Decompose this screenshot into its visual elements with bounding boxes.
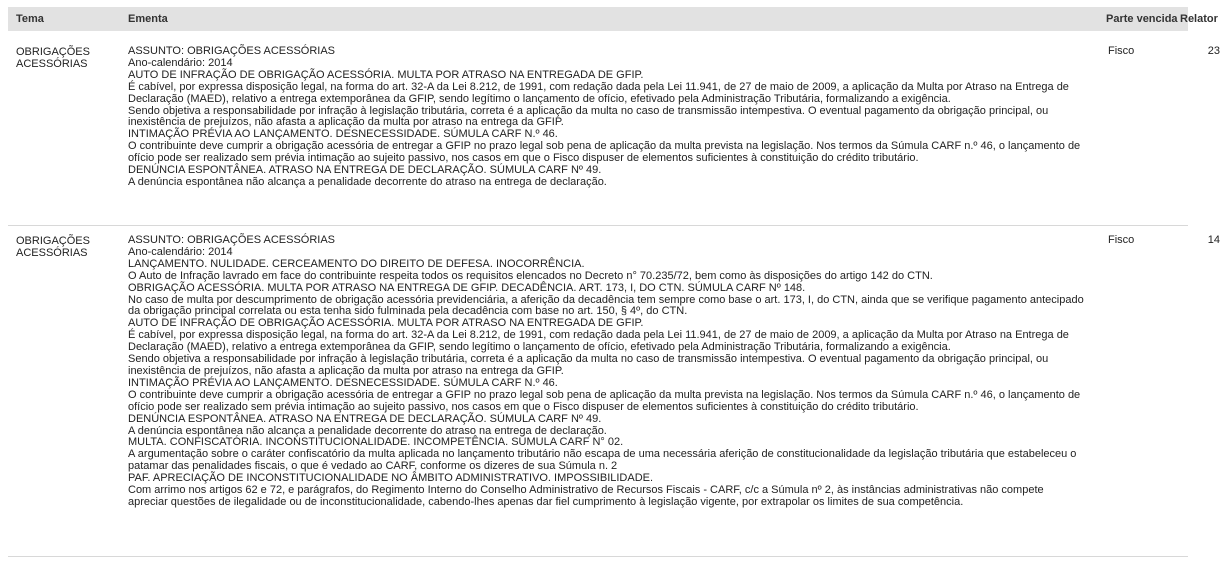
cell-tema: OBRIGAÇÕES ACESSÓRIAS — [16, 46, 90, 70]
ementa-line: ASSUNTO: OBRIGAÇÕES ACESSÓRIAS — [128, 45, 336, 57]
ementa-line: O Auto de Infração lavrado em face do contribuinte respeita todos os requisitos elencados no Decreto n° 70.235/72, bem como às disposições do artigo 142 do CTN. — [128, 269, 933, 282]
table-row[interactable] — [8, 226, 1220, 557]
ementa-line: A argumentação sobre o caráter confiscatório da multa aplicada no lançamento tributário não escapa de uma necessária aferição de constitucionalidade da legislação tributária que estabeleceu o patamar das penalidades fiscais, o que é vedado ao CARF, conforme os dizeres de sua Súmula n. 2 — [128, 448, 1077, 473]
ementa-line: Sendo objetiva a responsabilidade por infração à legislação tributária, correta é a aplicação da multa no caso de transmissão intempestiva. O eventual pagamento da obrigação principal, ou inexistência de prejuízos, não afasta a aplicação da multa por atraso na entrega da GFIP. — [128, 104, 1049, 129]
column-header-parte-vencida[interactable]: Parte vencida — [1106, 13, 1178, 25]
ementa-line: Sendo objetiva a responsabilidade por infração à legislação tributária, correta é a aplicação da multa no caso de transmissão intempestiva. O eventual pagamento da obrigação principal, ou inexistência de prejuízos, não afasta a aplicação da multa por atraso na entrega da GFIP. — [128, 353, 1049, 377]
ementa-line: No caso de multa por descumprimento de obrigação acessória previdenciária, a aferição da decadência tem sempre como base o art. 173, I, do CTN, ainda que se verifique pagamento antecipado da obrigação principal correlata ou esta tenha sido fulminada pela decadência com base no art. 150, § 4º, do CTN. — [128, 293, 1084, 318]
column-header-relator[interactable]: Relator — [1180, 13, 1218, 25]
ementa-line: Ano-calendário: 2014 — [128, 245, 233, 258]
ementa-line: Com arrimo nos artigos 62 e 72, e parágrafos, do Regimento Interno do Conselho Administrativo de Recursos Fiscais - CARF, c/c a Súmula nº 2, às instâncias administrativas não compete apreciar questões de ilegalidade ou de inconstitucionalidade, cabendo-lhes apenas dar fiel cumprimento à legislação vigente, por extrapolar os limites de sua competência. — [128, 484, 1044, 508]
ementa-line: OBRIGAÇÃO ACESSÓRIA. MULTA POR ATRASO NA ENTREGA DE GFIP. DECADÊNCIA. ART. 173, I, DO CTN. SÚMULA CARF Nº 148. — [128, 281, 806, 294]
ementa-line: É cabível, por expressa disposição legal, na forma do art. 32-A da Lei 8.212, de 1991, com redação dada pela Lei 11.941, de 27 de maio de 2009, a aplicação da Multa por Atraso na Entrega de Declaração (MAED), relativo a entrega extemporânea da GFIP, sendo legítimo o lançamento de ofício, efetivado pela Administração Tributária, formalizando a exigência. — [128, 329, 1069, 354]
ementa-line: ASSUNTO: OBRIGAÇÕES ACESSÓRIAS — [128, 234, 336, 246]
ementa-line: O contribuinte deve cumprir a obrigação acessória de entregar a GFIP no prazo legal sob pena de aplicação da multa prevista na legislação. Nos termos da Súmula CARF n.º 46, o lançamento de ofício pode ser realizado sem prévia intimação ao sujeito passivo, nos casos em que o Fisco dispuser de elementos suficientes à constituição do crédito tributário. — [128, 140, 1081, 165]
ementa-line: AUTO DE INFRAÇÃO DE OBRIGAÇÃO ACESSÓRIA. MULTA POR ATRASO NA ENTREGADA DE GFIP. — [128, 317, 644, 330]
results-table — [8, 7, 1220, 557]
ementa-line: DENÚNCIA ESPONTÂNEA. ATRASO NA ENTREGA DE DECLARAÇÃO. SÚMULA CARF Nº 49. — [128, 412, 602, 425]
column-header-ementa[interactable]: Ementa — [128, 13, 168, 25]
column-header-tema[interactable]: Tema — [16, 13, 44, 25]
ementa-line: AUTO DE INFRAÇÃO DE OBRIGAÇÃO ACESSÓRIA. MULTA POR ATRASO NA ENTREGADA DE GFIP. — [128, 68, 644, 81]
cell-parte-vencida: Fisco — [1108, 45, 1135, 57]
ementa-line: MULTA. CONFISCATÓRIA. INCONSTITUCIONALIDADE. INCOMPETÊNCIA. SÚMULA CARF N° 02. — [128, 436, 624, 449]
ementa-line: A denúncia espontânea não alcança a penalidade decorrente do atraso na entrega de declaração. — [128, 424, 607, 437]
cell-ementa — [120, 46, 1094, 225]
ementa-line: Ano-calendário: 2014 — [128, 56, 233, 69]
ementa-line: PAF. APRECIAÇÃO DE INCONSTITUCIONALIDADE NO ÂMBITO ADMINISTRATIVO. IMPOSSIBILIDADE. — [128, 472, 654, 485]
ementa-line: DENÚNCIA ESPONTÂNEA. ATRASO NA ENTREGA DE DECLARAÇÃO. SÚMULA CARF Nº 49. — [128, 164, 602, 177]
cell-count: 14 — [1207, 234, 1220, 246]
cell-count: 23 — [1207, 45, 1220, 57]
ementa-line: O contribuinte deve cumprir a obrigação acessória de entregar a GFIP no prazo legal sob pena de aplicação da multa prevista na legislação. Nos termos da Súmula CARF n.º 46, o lançamento de ofício pode ser realizado sem prévia intimação ao sujeito passivo, nos casos em que o Fisco dispuser de elementos suficientes à constituição do crédito tributário. — [128, 388, 1081, 413]
ementa-line: INTIMAÇÃO PRÉVIA AO LANÇAMENTO. DESNECESSIDADE. SÚMULA CARF N.º 46. — [128, 128, 558, 141]
table-header — [8, 7, 1218, 31]
cell-parte-vencida: Fisco — [1108, 234, 1135, 246]
ementa-line: INTIMAÇÃO PRÉVIA AO LANÇAMENTO. DESNECESSIDADE. SÚMULA CARF N.º 46. — [128, 376, 558, 389]
ementa-line: É cabível, por expressa disposição legal, na forma do art. 32-A da Lei 8.212, de 1991, com redação dada pela Lei 11.941, de 27 de maio de 2009, a aplicação da Multa por Atraso na Entrega de Declaração (MAED), relativo a entrega extemporânea da GFIP, sendo legítimo o lançamento de ofício, efetivado pela Administração Tributária, formalizando a exigência. — [128, 80, 1069, 105]
cell-tema: OBRIGAÇÕES ACESSÓRIAS — [16, 235, 90, 259]
table-row[interactable] — [8, 31, 1220, 226]
ementa-line: LANÇAMENTO. NULIDADE. CERCEAMENTO DO DIREITO DE DEFESA. INOCORRÊNCIA. — [128, 257, 585, 270]
ementa-line: A denúncia espontânea não alcança a penalidade decorrente do atraso na entrega de declaração. — [128, 175, 607, 188]
cell-ementa — [120, 235, 1094, 556]
